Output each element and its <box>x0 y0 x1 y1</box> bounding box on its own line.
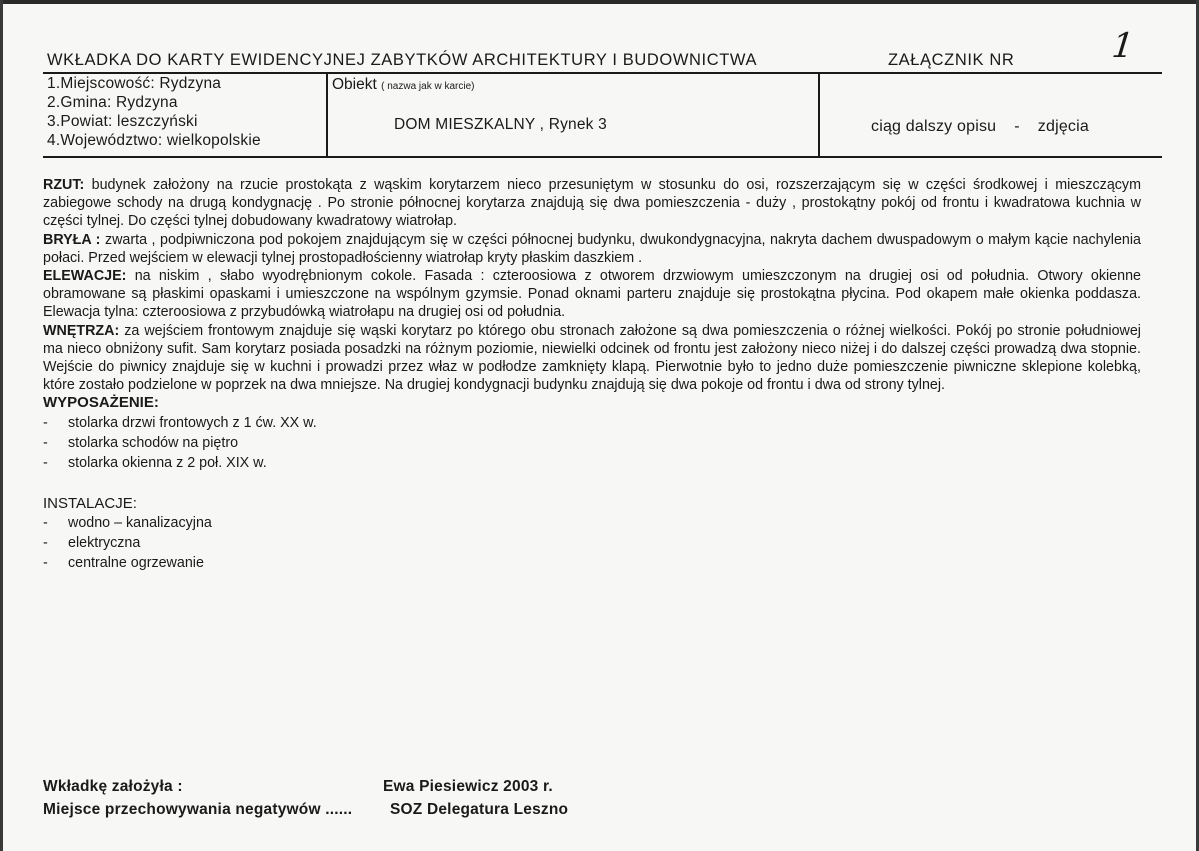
handwritten-annex-number: 1 <box>1109 26 1136 66</box>
section-text: na niskim , słabo wyodrębnionym cokole. Fasada : czteroosiowa z otworem drzwiowym umieszczonym na drugiej osi od południa. Otwory okienne obramowane są płaskimi opaskami i umieszczone na wspólnym gzymsie. Ponad oknami parteru znajduje się prostokątna płycina. Pod okapem małe okienka poddasza. Elewacja tylna: czteroosiowa z przybudówką wiatrołapu na drugiej osi od południa. <box>43 268 1141 321</box>
section-text: za wejściem frontowym znajduje się wąski korytarz po którego obu stronach założone są dwa pomieszczenia o różnej wielkości. Pokój po stronie południowej ma nieco obniżony sufit. Sam korytarz posiada posadzki na różnym poziomie, niewielki odcinek od frontu jest założony nieco niżej i do dalszej części prowadzą dwa stopnie. Wejście do piwnicy znajduje się w kuchni i prowadzi przez właz w podłodze zamknięty klapą. Pierwotnie było to jedno duże pomieszczenie piwniczne sklepione kolebką, które zostało podzielone w poprzek na dwa mniejsze. Na drugiej kondygnacji budynku znajdują się dwa pokoje od frontu i dwa od strony tylnej. <box>43 322 1141 394</box>
table-divider <box>818 74 820 156</box>
section-text: zwarta , podpiwniczona pod pokojem znajdującym się w części północnej budynku, dwukondygnacyjna, nakryta dachem dwuspadowym o małym kącie nachylenia połaci. Przed wejściem w elewacji tylnej prostopadłościenny wiatrołap kryty płaskim daszkiem . <box>43 231 1141 266</box>
section-label: BRYŁA : <box>43 231 101 248</box>
section-wyposazenie-heading: WYPOSAŻENIE: <box>43 394 159 412</box>
list-item-text: stolarka drzwi frontowych z 1 ćw. XX w. <box>68 414 317 431</box>
list-item-text: elektryczna <box>68 534 141 551</box>
object-label-text: Obiekt <box>332 76 377 93</box>
voivodeship-field: 4.Województwo: wielkopolskie <box>47 132 261 149</box>
continuation-dash: - <box>1014 118 1020 135</box>
negatives-location-value: SOZ Delegatura Leszno <box>390 801 569 818</box>
installations-list <box>43 513 1141 573</box>
annex-label: ZAŁĄCZNIK NR <box>888 51 1015 69</box>
list-item <box>43 553 1141 573</box>
commune-field: 2.Gmina: Rydzyna <box>47 94 178 111</box>
location-cell <box>47 74 322 150</box>
list-dash: - <box>43 554 48 571</box>
scan-edge-top <box>0 0 1199 4</box>
document-title: WKŁADKA DO KARTY EWIDENCYJNEJ ZABYTKÓW ARCHITEKTURY I BUDOWNICTWA <box>47 51 758 69</box>
section-instalacje-heading: INSTALACJE: <box>43 494 137 512</box>
list-dash: - <box>43 534 48 551</box>
section-bryla <box>43 231 1141 267</box>
created-by-label: Wkładkę założyła : <box>43 778 183 795</box>
spacer <box>43 473 1141 495</box>
negatives-location-label: Miejsce przechowywania negatywów ...... <box>43 801 353 818</box>
list-dash: - <box>43 434 48 451</box>
list-item <box>43 513 1141 533</box>
list-dash: - <box>43 454 48 471</box>
section-wnetrza <box>43 322 1141 395</box>
continuation-cell <box>871 118 1089 136</box>
continuation-photos: zdjęcia <box>1037 118 1089 135</box>
created-by-value: Ewa Piesiewicz 2003 r. <box>383 778 553 795</box>
scan-edge-left <box>0 0 3 851</box>
table-divider <box>326 74 328 156</box>
object-label <box>332 76 474 94</box>
section-label: WNĘTRZA: <box>43 322 120 339</box>
section-rzut <box>43 176 1141 231</box>
list-item <box>43 433 1141 453</box>
section-elewacje <box>43 267 1141 322</box>
list-item-text: wodno – kanalizacyjna <box>68 514 212 531</box>
list-item <box>43 413 1141 433</box>
object-label-note: ( nazwa jak w karcie) <box>381 81 475 92</box>
object-name: DOM MIESZKALNY , Rynek 3 <box>394 116 607 133</box>
description-body <box>43 176 1141 573</box>
section-label: RZUT: <box>43 177 85 193</box>
list-item-text: stolarka okienna z 2 poł. XIX w. <box>68 454 267 471</box>
continuation-description: ciąg dalszy opisu <box>871 118 997 135</box>
place-field: 1.Miejscowość: Rydzyna <box>47 75 222 92</box>
equipment-list <box>43 413 1141 473</box>
list-dash: - <box>43 414 48 431</box>
list-item <box>43 453 1141 473</box>
list-dash: - <box>43 514 48 531</box>
section-label: ELEWACJE: <box>43 268 127 285</box>
section-text: budynek założony na rzucie prostokąta z wąskim korytarzem nieco przesuniętym w stosunku do osi, rozszerzającym się w części środkowej i mieszczącym zabiegowe schody na drugą kondygnację . Po stronie północnej korytarza znajdują się dwa pomieszczenia - duży , prostokątny pokój od frontu i kwadratowa kuchnia w części tylnej. Do części tylnej dobudowany kwadratowy wiatrołap. <box>43 177 1141 230</box>
list-item <box>43 533 1141 553</box>
list-item-text: stolarka schodów na piętro <box>68 434 239 451</box>
district-field: 3.Powiat: leszczyński <box>47 113 198 130</box>
header-table <box>43 72 1162 158</box>
list-item-text: centralne ogrzewanie <box>68 554 204 571</box>
